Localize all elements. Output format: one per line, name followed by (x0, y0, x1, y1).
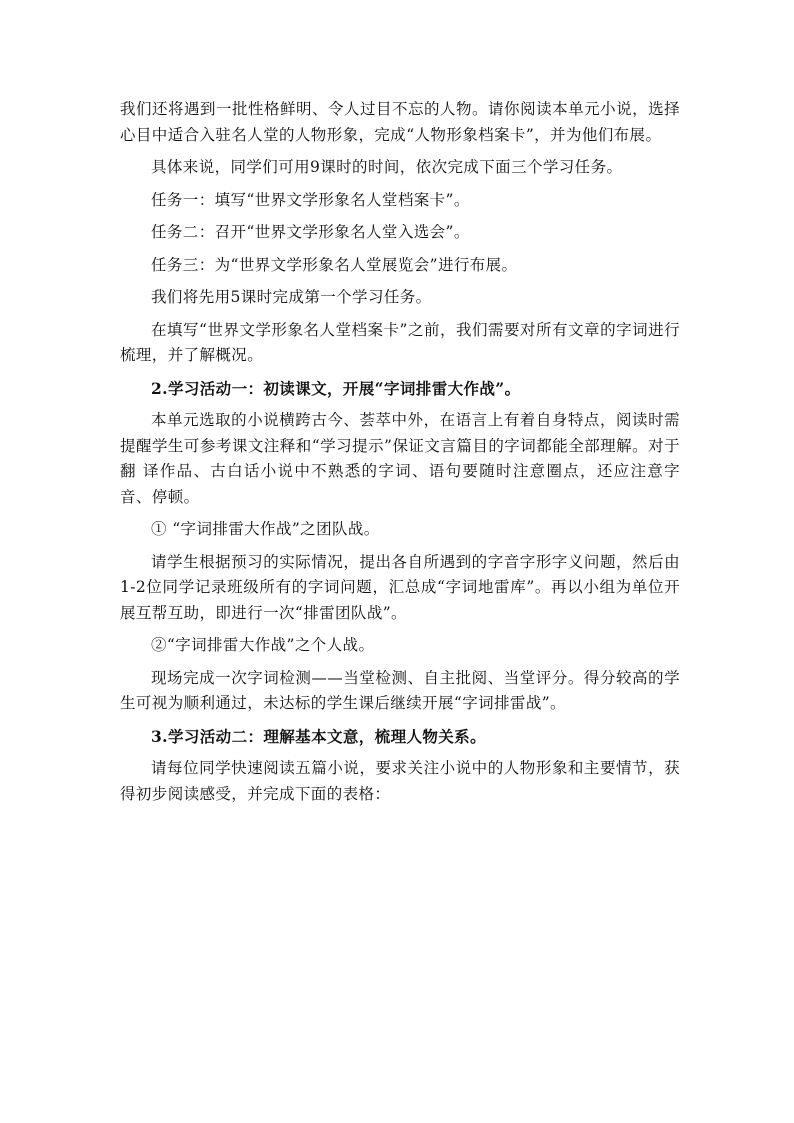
heading-activity-2: 3.学习活动二：理解基本文意，梳理人物关系。 (151, 726, 486, 746)
subheading-team-battle: ① “字词排雷大作战”之团队战。 (151, 520, 380, 538)
heading-activity-1: 2.学习活动一：初读课文，开展“字词排雷大作战”。 (151, 378, 521, 398)
paragraph-task-3: 任务三：为“世界文学形象名人堂展览会”进行布展。 (151, 255, 518, 274)
paragraph-word-review: 在填写“世界文学形象名人堂档案卡”之前，我们需要对所有文章的字词进行梳理，并了解概况。 (120, 320, 680, 364)
paragraph-intro: 我们还将遇到一批性格鲜明、令人过目不忘的人物。请你阅读本单元小说，选择心目中适合入驻名人堂的人物形象，完成“人物形象档案卡”，并为他们布展。 (120, 100, 680, 144)
paragraph-task-2: 任务二：召开“世界文学形象名人堂入选会”。 (151, 223, 470, 241)
subheading-individual-battle: ②“字词排雷大作战”之个人战。 (151, 636, 375, 654)
paragraph-team-battle: 请学生根据预习的实际情况，提出各自所遇到的字音字形字义问题，然后由1-2位同学记录班级所有的字词问题，汇总成“字词地雷库”。再以小组为单位开展互帮互助，即进行一次“排雷团队战”。 (120, 552, 680, 622)
paragraph-schedule: 具体来说，同学们可用9课时的时间，依次完成下面三个学习任务。 (151, 158, 623, 176)
paragraph-reading-task: 请每位同学快速阅读五篇小说，要求关注小说中的人物形象和主要情节，获得初步阅读感受，并完成下面的表格： (120, 759, 680, 803)
paragraph-individual-battle: 现场完成一次字词检测——当堂检测、自主批阅、当堂评分。得分较高的学生可视为顺利通过，未达标的学生课后继续开展“字词排雷战”。 (120, 668, 680, 712)
paragraph-unit-overview: 本单元选取的小说横跨古今、荟萃中外，在语言上有着自身特点，阅读时需提醒学生可参考课文注释和“学习提示”保证文言篇目的字词都能全部理解。对于翻 译作品、古白话小说中不熟悉的字词、语句要随时注意圈点，还应注意字音、停顿。 (120, 411, 680, 506)
paragraph-task-1: 任务一：填写“世界文学形象名人堂档案卡”。 (151, 190, 470, 209)
paragraph-first-task-plan: 我们将先用5课时完成第一个学习任务。 (151, 288, 432, 306)
document-body (120, 97, 680, 807)
